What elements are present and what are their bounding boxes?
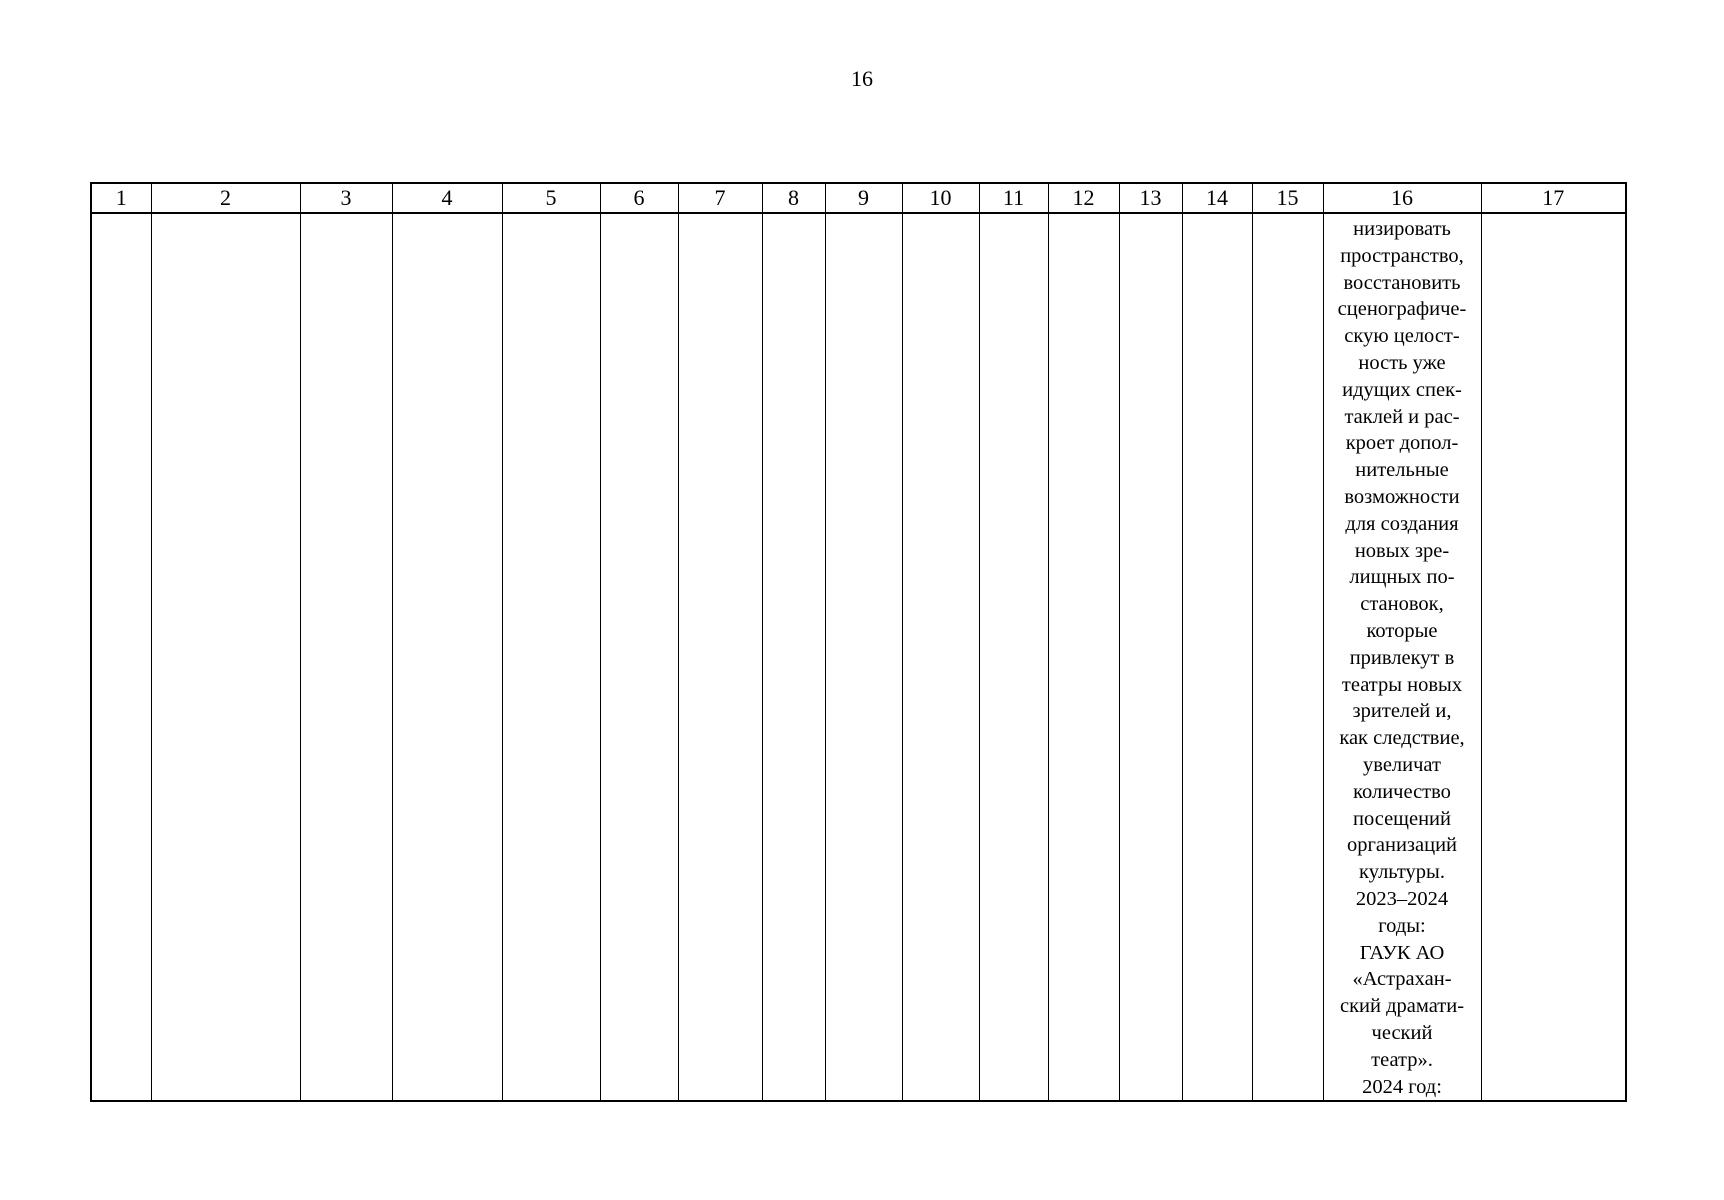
column-header-13: 13 xyxy=(1119,183,1182,213)
column-header-7: 7 xyxy=(678,183,762,213)
column-header-6: 6 xyxy=(600,183,678,213)
table-cell-13 xyxy=(1119,213,1182,1101)
column-header-14: 14 xyxy=(1182,183,1252,213)
cell-text-line: сценографиче- xyxy=(1337,298,1467,321)
table-cell-5 xyxy=(502,213,600,1101)
cell-text-line: театр». xyxy=(1371,1048,1433,1071)
table-cell-8 xyxy=(762,213,825,1101)
table-cell-6 xyxy=(600,213,678,1101)
cell-text-line: становок, xyxy=(1360,593,1444,616)
table-cell-9 xyxy=(825,213,902,1101)
cell-text-line: 2024 год: xyxy=(1362,1075,1442,1098)
table-cell-1 xyxy=(91,213,151,1101)
column-header-4: 4 xyxy=(392,183,502,213)
table-cell-4 xyxy=(392,213,502,1101)
column-header-8: 8 xyxy=(762,183,825,213)
column-header-10: 10 xyxy=(902,183,979,213)
cell-text-line: увеличат xyxy=(1363,753,1441,776)
cell-text-line: театры новых xyxy=(1341,673,1463,696)
cell-text-line: ческий xyxy=(1371,1021,1433,1044)
table-cell-17 xyxy=(1481,213,1626,1101)
table-cell-15 xyxy=(1252,213,1323,1101)
cell-text-line: организаций xyxy=(1346,834,1458,857)
cell-text-line: новых зре- xyxy=(1354,539,1450,562)
table-cell-14 xyxy=(1182,213,1252,1101)
cell-text-line: лищных по- xyxy=(1349,566,1455,589)
cell-text-line: ность уже xyxy=(1358,351,1446,374)
table-row xyxy=(91,213,1626,1101)
table-cell-3 xyxy=(300,213,392,1101)
cell-text-line: количество xyxy=(1353,780,1451,803)
cell-text-line: нительные xyxy=(1355,459,1449,482)
page-number: 16 xyxy=(851,66,873,91)
cell-text-line: возможности xyxy=(1344,485,1460,508)
cell-text-line: ский драмати- xyxy=(1339,995,1465,1018)
table-cell-11 xyxy=(979,213,1048,1101)
cell-text-line: привлекут в xyxy=(1349,646,1455,669)
cell-text-line: восстановить xyxy=(1343,271,1461,294)
cell-text-line: пространство, xyxy=(1340,244,1464,267)
column-header-15: 15 xyxy=(1252,183,1323,213)
cell-text-line: годы: xyxy=(1378,914,1426,937)
column-header-11: 11 xyxy=(979,183,1048,213)
cell-text-line: посещений xyxy=(1353,807,1451,830)
column-header-12: 12 xyxy=(1048,183,1119,213)
table-cell-16 xyxy=(1323,213,1481,1101)
cell-text-line: зрителей и, xyxy=(1352,700,1452,723)
cell-text-line: 2023–2024 xyxy=(1355,887,1449,910)
cell-text-line: таклей и рас- xyxy=(1344,405,1460,428)
table-cell-12 xyxy=(1048,213,1119,1101)
cell-text-line: для создания xyxy=(1345,512,1459,535)
cell-text-line: культуры. xyxy=(1359,861,1445,884)
column-header-5: 5 xyxy=(502,183,600,213)
cell-text-line: скую целост- xyxy=(1344,325,1460,348)
column-header-1: 1 xyxy=(91,183,151,213)
cell-text-line: кроет допол- xyxy=(1345,432,1459,455)
column-header-2: 2 xyxy=(151,183,300,213)
column-header-16: 16 xyxy=(1323,183,1481,213)
cell-text-line: «Астрахан- xyxy=(1352,968,1452,991)
table-cell-2 xyxy=(151,213,300,1101)
table-cell-10 xyxy=(902,213,979,1101)
cell-text-line: низировать xyxy=(1353,218,1451,240)
cell-text-col16 xyxy=(1324,214,1481,1100)
cell-text-line: которые xyxy=(1366,619,1438,642)
header-row xyxy=(91,183,1626,213)
data-table xyxy=(90,182,1627,1102)
column-header-17: 17 xyxy=(1481,183,1626,213)
cell-text-line: как следствие, xyxy=(1339,727,1465,750)
cell-text-line: ГАУК АО xyxy=(1359,941,1445,964)
table-cell-7 xyxy=(678,213,762,1101)
cell-text-line: идущих спек- xyxy=(1342,378,1462,401)
column-header-3: 3 xyxy=(300,183,392,213)
column-header-9: 9 xyxy=(825,183,902,213)
